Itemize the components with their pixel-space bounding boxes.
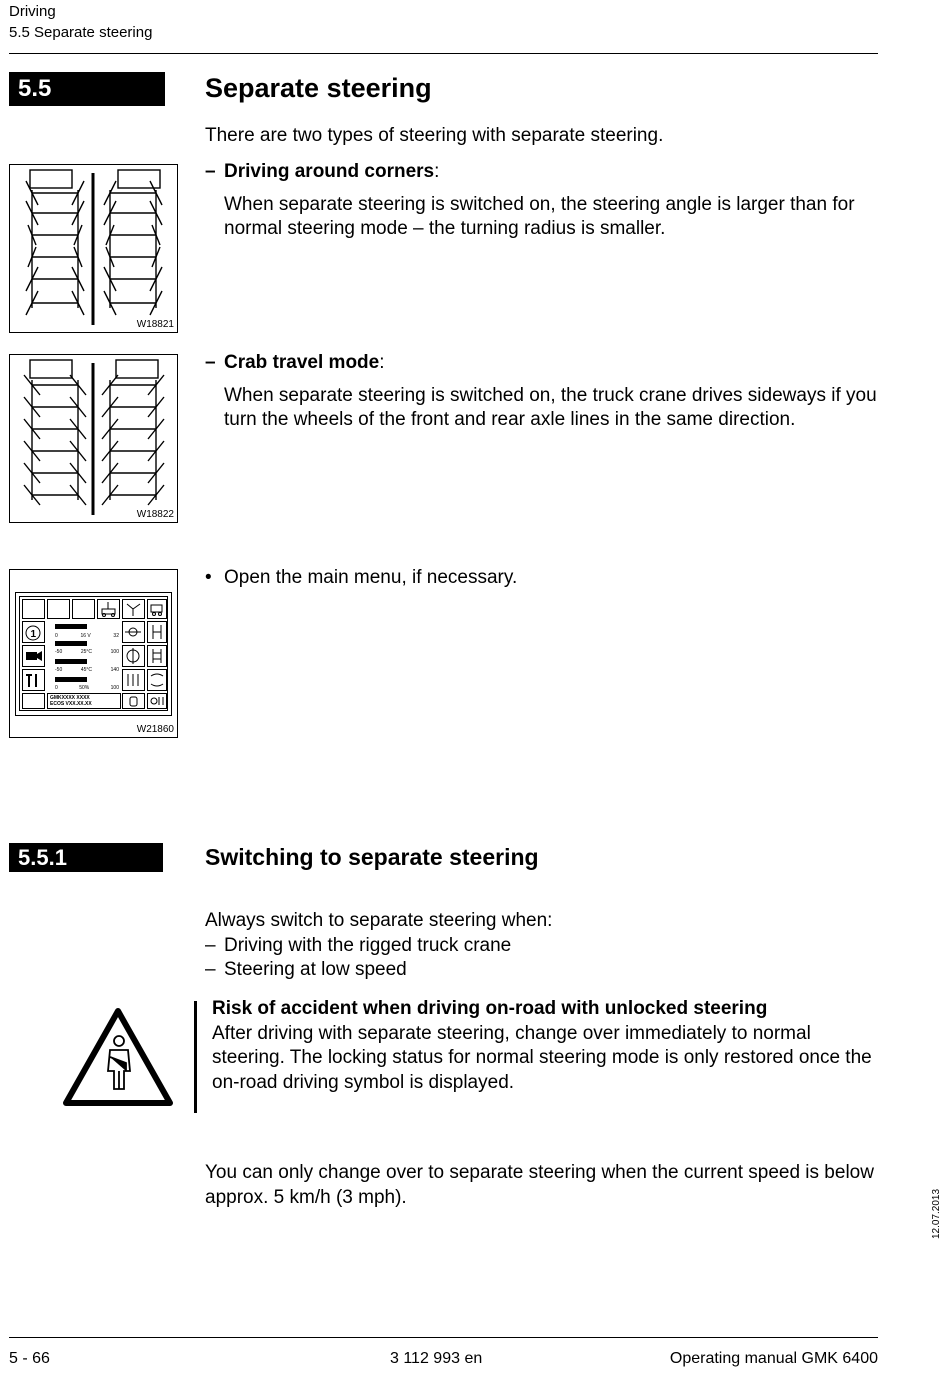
gauge-min: 0 — [55, 685, 58, 691]
level-icon — [122, 669, 145, 691]
camera-icon — [22, 645, 45, 667]
header-chapter: Driving — [9, 3, 56, 20]
list-item: Steering at low speed — [224, 959, 407, 980]
bullet-symbol: • — [205, 567, 212, 588]
item-heading: Crab travel mode — [224, 352, 380, 373]
gauge-fill — [55, 677, 87, 682]
gauge-fill — [55, 624, 87, 629]
gauge-oil-temp — [47, 657, 121, 675]
gauge-mid: 25°C — [80, 649, 93, 655]
steering-type-crab — [205, 351, 885, 433]
gauge-max: 32 — [113, 633, 119, 639]
gauge-min: -50 — [55, 667, 63, 673]
doc-number: 3 112 993 en — [390, 1350, 483, 1367]
figure-code: W18821 — [136, 319, 174, 330]
figure-main-menu — [9, 569, 178, 738]
warning-person-icon — [62, 1007, 174, 1107]
item-colon: : — [379, 352, 385, 373]
side-date: 12.07.2013 — [931, 1188, 942, 1239]
item-dash: – — [205, 352, 216, 373]
list-dash: – — [205, 934, 216, 956]
warning-sidebar — [194, 1001, 197, 1113]
separate-steering-icon — [147, 669, 167, 691]
gauge-min: -50 — [55, 649, 63, 655]
hand-icon — [122, 693, 145, 709]
menu-button-empty — [22, 693, 45, 709]
bullet-open-menu — [205, 566, 885, 591]
manual-title: Operating manual GMK 6400 — [669, 1350, 878, 1367]
gauge-fill — [55, 641, 87, 646]
warning-text: After driving with separate steering, change over immediately to normal steering. The locking status for normal steering mode is only restored once the on-road driving symbol is displayed. — [212, 1022, 872, 1093]
item-heading: Driving around corners — [224, 161, 435, 182]
gauge-max: 140 — [110, 667, 119, 673]
warning-triangle — [62, 1007, 174, 1107]
gauge-max: 100 — [110, 685, 119, 691]
gauge-mid: 50% — [79, 685, 90, 691]
steering-type-corners — [205, 160, 885, 242]
crane-icon — [97, 599, 120, 619]
page-number: 5 - 66 — [9, 1350, 50, 1367]
info-icon — [22, 621, 45, 643]
gauge-coolant — [47, 639, 121, 657]
gauge-fuel — [47, 675, 121, 693]
axle-lock-icon — [147, 645, 167, 667]
model-info — [47, 693, 121, 709]
conditions-lead: Always switch to separate steering when: — [205, 910, 553, 931]
gauge-mid: 16 V — [80, 633, 91, 639]
display-screen — [19, 596, 168, 711]
menu-button-empty — [47, 599, 70, 619]
figure-crab-travel — [9, 354, 178, 523]
axle-icon — [147, 621, 167, 643]
model-name: GMKXXXX XXXX — [50, 695, 90, 701]
gauge-min: 0 — [55, 633, 58, 639]
menu-button-empty — [22, 599, 45, 619]
lamp-icon — [122, 599, 145, 619]
gauge-mid: 45°C — [80, 667, 93, 673]
item-text: When separate steering is switched on, the truck crane drives sideways if you turn the wheels of the front and rear axle lines in the same direction. — [224, 384, 877, 430]
list-item: Driving with the rigged truck crane — [224, 934, 512, 956]
figure-code: W18822 — [136, 509, 174, 520]
subsection-title: Switching to separate steering — [205, 844, 539, 870]
section-number: 5.5 — [9, 72, 165, 106]
vehicle-icon — [147, 599, 167, 619]
header-section: 5.5 Separate steering — [9, 24, 153, 41]
display-frame — [15, 592, 172, 716]
menu-button-empty — [72, 599, 95, 619]
tools-icon — [22, 669, 45, 691]
warning-title: Risk of accident when driving on-road with unlocked steering — [212, 998, 768, 1019]
bullet-text: Open the main menu, if necessary. — [224, 567, 518, 588]
steering-icon — [122, 621, 145, 643]
conditions-block — [205, 909, 885, 983]
crab-axle-diagram-icon — [10, 355, 177, 522]
warning-block — [212, 997, 882, 1095]
svg-text:1: 1 — [30, 629, 37, 640]
item-text: When separate steering is switched on, the steering angle is larger than for normal steering mode – the turning radius is smaller. — [224, 193, 855, 239]
section-title: Separate steering — [205, 73, 432, 103]
list-dash: – — [205, 959, 216, 980]
section-intro: There are two types of steering with separate steering. — [205, 125, 664, 146]
item-colon: : — [434, 161, 440, 182]
footer-rule — [9, 1337, 878, 1338]
gauge-max: 100 — [110, 649, 119, 655]
item-dash: – — [205, 161, 216, 182]
figure-code: W21860 — [136, 724, 174, 735]
drive-mode-icon — [147, 693, 167, 709]
header-rule — [9, 53, 878, 54]
closing-paragraph: You can only change over to separate steering when the current speed is below approx. 5 km/h (3 mph). — [205, 1162, 874, 1208]
axle-diagram-icon — [10, 165, 177, 332]
subsection-number: 5.5.1 — [9, 843, 163, 872]
figure-cornering — [9, 164, 178, 333]
wheel-icon — [122, 645, 145, 667]
gauge-fill — [55, 659, 87, 664]
software-version: ECOS VXX.XX.XX — [50, 701, 92, 707]
